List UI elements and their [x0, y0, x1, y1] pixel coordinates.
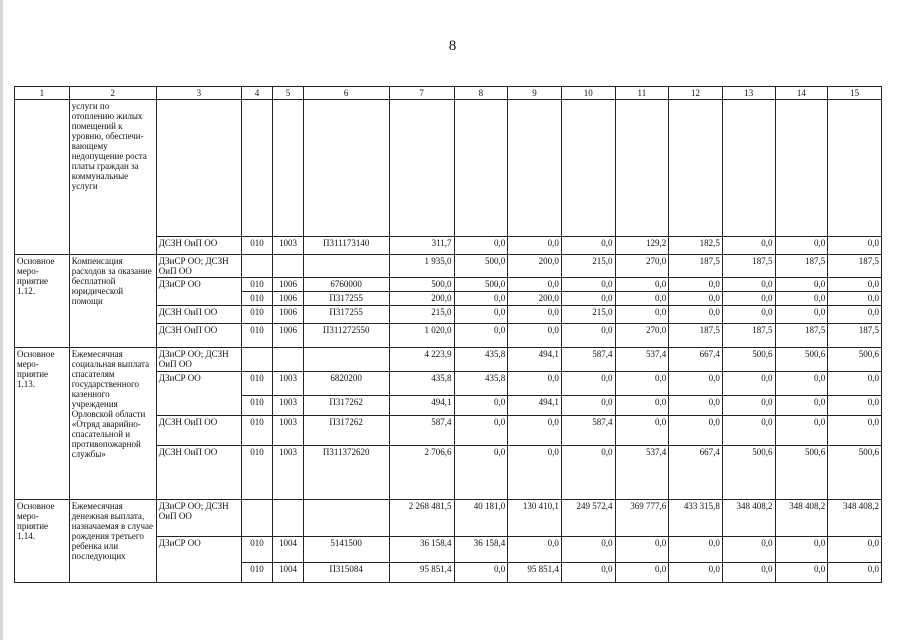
executor-cell: ДСЗН ОиП ОО: [156, 306, 241, 324]
value-cell: 0,0: [775, 416, 828, 446]
subsection-cell: 1003: [273, 396, 303, 416]
value-cell: 129,2: [615, 237, 669, 255]
value-cell: 0,0: [775, 237, 828, 255]
total-value-cell: 500,0: [454, 255, 508, 278]
value-cell: 215,0: [389, 306, 454, 324]
subsection-cell: 1006: [273, 324, 303, 348]
value-cell: 0,0: [669, 278, 723, 292]
measure-description: Ежемесячная денежная выплата, назначаемая в случае рождения третьего ребенка или последующих: [69, 500, 156, 583]
value-cell: 0,0: [615, 372, 669, 396]
total-value-cell: 249 572,4: [561, 500, 615, 537]
column-header: 5: [273, 87, 303, 100]
value-cell: 0,0: [669, 292, 723, 306]
empty-cell: [828, 100, 882, 237]
value-cell: 667,4: [669, 446, 723, 500]
value-cell: 0,0: [508, 537, 562, 563]
value-cell: 0,0: [615, 416, 669, 446]
value-cell: 0,0: [775, 278, 828, 292]
value-cell: 0,0: [722, 372, 775, 396]
value-cell: 0,0: [561, 372, 615, 396]
value-cell: 435,8: [454, 372, 508, 396]
total-value-cell: 215,0: [561, 255, 615, 278]
section-cell: 010: [241, 416, 272, 446]
value-cell: 95 851,4: [508, 563, 562, 583]
value-cell: 0,0: [508, 416, 562, 446]
page-number: 8: [448, 38, 457, 54]
empty-cell: [389, 100, 454, 237]
code-cell: 010: [241, 372, 272, 396]
code-cell: 010: [241, 278, 272, 292]
empty-cell: [508, 100, 562, 237]
column-header: 6: [303, 87, 389, 100]
empty-cell: [303, 348, 389, 372]
value-cell: 494,1: [508, 396, 562, 416]
value-cell: 0,0: [828, 537, 882, 563]
section-cell: 010: [241, 396, 272, 416]
code-cell: 1006: [273, 278, 303, 292]
section-cell: 010: [241, 292, 272, 306]
value-cell: 1 020,0: [389, 324, 454, 348]
value-cell: 500,0: [454, 278, 508, 292]
executor-cell: ДЗиСР ОО: [156, 372, 241, 416]
value-cell: 500,6: [828, 446, 882, 500]
empty-cell: [669, 100, 723, 237]
value-cell: 2 706,6: [389, 446, 454, 500]
column-header: 12: [669, 87, 723, 100]
value-cell: 311,7: [389, 237, 454, 255]
column-header: 10: [561, 87, 615, 100]
value-cell: 0,0: [561, 278, 615, 292]
value-cell: 0,0: [828, 416, 882, 446]
empty-cell: [454, 100, 508, 237]
value-cell: 0,0: [454, 324, 508, 348]
column-header: 2: [69, 87, 156, 100]
value-cell: 0,0: [561, 563, 615, 583]
total-value-cell: 1 935,0: [389, 255, 454, 278]
code-cell: П317262: [303, 416, 389, 446]
value-cell: 0,0: [561, 237, 615, 255]
subsection-cell: 1004: [273, 563, 303, 583]
value-cell: 500,6: [775, 446, 828, 500]
executor-cell: ДЗиСР ОО: [156, 278, 241, 306]
column-header: 8: [454, 87, 508, 100]
value-cell: 0,0: [561, 292, 615, 306]
section-cell: 010: [241, 563, 272, 583]
value-cell: 0,0: [454, 237, 508, 255]
executor-cell: ДЗиСР ОО: [156, 537, 241, 583]
column-header: 15: [828, 87, 882, 100]
value-cell: 494,1: [389, 396, 454, 416]
value-cell: 0,0: [561, 396, 615, 416]
subsection-cell: 1003: [273, 416, 303, 446]
total-value-cell: 200,0: [508, 255, 562, 278]
value-cell: 200,0: [508, 292, 562, 306]
value-cell: 0,0: [615, 306, 669, 324]
code-cell: П317255: [303, 292, 389, 306]
value-cell: 0,0: [615, 563, 669, 583]
value-cell: 0,0: [722, 278, 775, 292]
total-value-cell: 435,8: [454, 348, 508, 372]
empty-cell: [241, 255, 272, 278]
value-cell: 0,0: [615, 396, 669, 416]
value-cell: 0,0: [722, 416, 775, 446]
table-row: [15, 500, 882, 537]
empty-cell: [241, 348, 272, 372]
value-cell: 0,0: [561, 537, 615, 563]
empty-cell: [241, 100, 272, 237]
total-value-cell: 369 777,6: [615, 500, 669, 537]
value-cell: 0,0: [454, 416, 508, 446]
total-value-cell: 270,0: [615, 255, 669, 278]
value-cell: 187,5: [722, 324, 775, 348]
value-cell: 36 158,4: [389, 537, 454, 563]
total-value-cell: 500,6: [775, 348, 828, 372]
column-header: 3: [156, 87, 241, 100]
value-cell: 0,0: [722, 537, 775, 563]
code-cell: 6760000: [303, 278, 389, 292]
code-cell: 5141500: [303, 537, 389, 563]
code-cell: 1004: [273, 537, 303, 563]
value-cell: 0,0: [454, 292, 508, 306]
executor-cell: ДЗиСР ОО; ДСЗН ОиП ОО: [156, 500, 241, 537]
column-header: 11: [615, 87, 669, 100]
executor-cell: ДЗиСР ОО; ДСЗН ОиП ОО: [156, 348, 241, 372]
value-cell: 0,0: [508, 237, 562, 255]
value-cell: 0,0: [508, 446, 562, 500]
executor-cell: ДСЗН ОиП ОО: [156, 324, 241, 348]
empty-cell: [273, 500, 303, 537]
total-value-cell: 2 268 481,5: [389, 500, 454, 537]
value-cell: 187,5: [775, 324, 828, 348]
total-value-cell: 348 408,2: [828, 500, 882, 537]
empty-cell: [156, 100, 241, 237]
column-header: 9: [508, 87, 562, 100]
value-cell: 0,0: [722, 563, 775, 583]
code-cell: П311272550: [303, 324, 389, 348]
value-cell: 270,0: [615, 324, 669, 348]
value-cell: 0,0: [722, 306, 775, 324]
total-value-cell: 187,5: [775, 255, 828, 278]
value-cell: 0,0: [454, 396, 508, 416]
value-cell: 0,0: [508, 372, 562, 396]
value-cell: 187,5: [669, 324, 723, 348]
scan-edge: [0, 0, 3, 640]
total-value-cell: 494,1: [508, 348, 562, 372]
value-cell: 0,0: [722, 237, 775, 255]
total-value-cell: 667,4: [669, 348, 723, 372]
section-cell: 010: [241, 446, 272, 500]
executor-cell: ДСЗН ОиП ОО: [156, 446, 241, 500]
value-cell: 215,0: [561, 306, 615, 324]
subsection-cell: 1006: [273, 292, 303, 306]
subsection-cell: 1006: [273, 306, 303, 324]
code-cell: П317262: [303, 396, 389, 416]
table-row: [15, 255, 882, 278]
value-cell: 0,0: [561, 324, 615, 348]
value-cell: 95 851,4: [389, 563, 454, 583]
value-cell: 0,0: [828, 278, 882, 292]
total-value-cell: 187,5: [722, 255, 775, 278]
value-cell: 0,0: [669, 416, 723, 446]
subsection-cell: 1003: [273, 446, 303, 500]
empty-cell: [241, 500, 272, 537]
total-value-cell: 587,4: [561, 348, 615, 372]
table-row: [15, 348, 882, 372]
empty-cell: [615, 100, 669, 237]
total-value-cell: 537,4: [615, 348, 669, 372]
value-cell: 0,0: [828, 306, 882, 324]
code-cell: П311173140: [303, 237, 389, 255]
code-cell: П317255: [303, 306, 389, 324]
value-cell: 0,0: [722, 396, 775, 416]
total-value-cell: 187,5: [669, 255, 723, 278]
value-cell: 0,0: [669, 537, 723, 563]
value-cell: 0,0: [775, 372, 828, 396]
column-header: 7: [389, 87, 454, 100]
value-cell: 0,0: [828, 292, 882, 306]
subsection-cell: 1003: [273, 237, 303, 255]
empty-cell: [775, 100, 828, 237]
code-cell: 6820200: [303, 372, 389, 396]
total-value-cell: 40 181,0: [454, 500, 508, 537]
total-value-cell: 348 408,2: [722, 500, 775, 537]
value-cell: 0,0: [775, 292, 828, 306]
value-cell: 537,4: [615, 446, 669, 500]
total-value-cell: 130 410,1: [508, 500, 562, 537]
value-cell: 0,0: [615, 537, 669, 563]
empty-cell: [273, 348, 303, 372]
value-cell: 0,0: [775, 537, 828, 563]
value-cell: 587,4: [389, 416, 454, 446]
code-cell: 010: [241, 537, 272, 563]
measure-label: Основное меро-приятие 1.14.: [15, 500, 70, 583]
value-cell: 500,6: [722, 446, 775, 500]
value-cell: 0,0: [508, 324, 562, 348]
value-cell: 587,4: [561, 416, 615, 446]
value-cell: 0,0: [454, 306, 508, 324]
total-value-cell: 4 223,9: [389, 348, 454, 372]
value-cell: 0,0: [722, 292, 775, 306]
value-cell: 187,5: [828, 324, 882, 348]
value-cell: 435,8: [389, 372, 454, 396]
value-cell: 0,0: [454, 446, 508, 500]
measure-label: Основное меро-приятие 1.13.: [15, 348, 70, 500]
value-cell: 182,5: [669, 237, 723, 255]
column-header: 14: [775, 87, 828, 100]
section-cell: 010: [241, 306, 272, 324]
empty-cell: [303, 255, 389, 278]
executor-cell: ДСЗН ОиП ОО: [156, 237, 241, 255]
code-cell: 1003: [273, 372, 303, 396]
measure-description: Компенсация расходов за оказание бесплатной юридической помощи: [69, 255, 156, 348]
executor-cell: ДСЗН ОиП ОО: [156, 416, 241, 446]
measure-label: Основное меро-приятие 1.12.: [15, 255, 70, 348]
value-cell: 0,0: [775, 306, 828, 324]
value-cell: 0,0: [828, 396, 882, 416]
value-cell: 0,0: [669, 372, 723, 396]
empty-cell: [273, 255, 303, 278]
value-cell: 200,0: [389, 292, 454, 306]
column-header: 4: [241, 87, 272, 100]
section-cell: 010: [241, 324, 272, 348]
value-cell: 0,0: [775, 396, 828, 416]
measure-description: услуги по отоплению жилых помещений к уровню, обеспечи-вающему недопущение роста платы граждан за коммунальные услуги: [69, 100, 156, 255]
total-value-cell: 187,5: [828, 255, 882, 278]
column-header: 13: [722, 87, 775, 100]
empty-cell: [722, 100, 775, 237]
total-value-cell: 500,6: [828, 348, 882, 372]
value-cell: 0,0: [669, 396, 723, 416]
table-row: [15, 100, 882, 237]
value-cell: 0,0: [454, 563, 508, 583]
empty-cell: [273, 100, 303, 237]
value-cell: 500,0: [389, 278, 454, 292]
value-cell: 0,0: [828, 237, 882, 255]
table-row: [15, 87, 882, 100]
value-cell: 0,0: [828, 372, 882, 396]
value-cell: 0,0: [828, 563, 882, 583]
value-cell: 0,0: [561, 446, 615, 500]
budget-table: [14, 86, 882, 583]
value-cell: 0,0: [669, 306, 723, 324]
code-cell: П311372620: [303, 446, 389, 500]
code-cell: П315084: [303, 563, 389, 583]
value-cell: 0,0: [775, 563, 828, 583]
value-cell: 36 158,4: [454, 537, 508, 563]
empty-cell: [561, 100, 615, 237]
column-header: 1: [15, 87, 70, 100]
value-cell: 0,0: [508, 278, 562, 292]
total-value-cell: 433 315,8: [669, 500, 723, 537]
value-cell: 0,0: [615, 292, 669, 306]
section-cell: 010: [241, 237, 272, 255]
empty-cell: [15, 100, 70, 255]
total-value-cell: 348 408,2: [775, 500, 828, 537]
empty-cell: [303, 500, 389, 537]
executor-cell: ДЗиСР ОО; ДСЗН ОиП ОО: [156, 255, 241, 278]
measure-description: Ежемесячная социальная выплата спасателям государственного казенного учреждения Орловской области «Отряд аварийно-спасательной и противопожарной службы»: [69, 348, 156, 500]
value-cell: 0,0: [508, 306, 562, 324]
value-cell: 0,0: [669, 563, 723, 583]
value-cell: 0,0: [615, 278, 669, 292]
total-value-cell: 500,6: [722, 348, 775, 372]
empty-cell: [303, 100, 389, 237]
